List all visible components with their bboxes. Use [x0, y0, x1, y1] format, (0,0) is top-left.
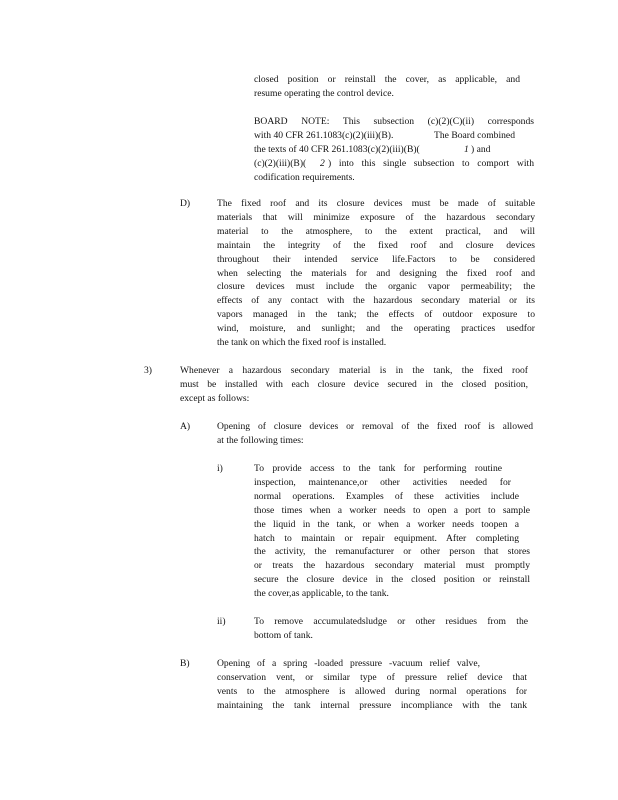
board-note	[254, 115, 534, 185]
section-3-text	[180, 364, 528, 406]
text-line: those times when a worker needs to open a port to sample	[254, 504, 530, 516]
subitem-i-text	[254, 462, 530, 601]
continuation-paragraph	[254, 73, 520, 101]
text-line: the activity, the remanufacturer or other person that stores	[254, 546, 530, 558]
text-line: To remove accumulatedsludge or other residues from the	[254, 616, 528, 627]
text-line	[254, 129, 534, 143]
text-line: resume operating the control device.	[254, 87, 394, 99]
text-line: closed position or reinstall the cover, as applicable, and	[254, 74, 520, 85]
text-line: inspection, maintenance,or other activities needed for	[254, 476, 511, 488]
item-d-text	[217, 197, 535, 350]
paragraph-number: 1	[464, 143, 469, 155]
text-line: BOARD NOTE: This subsection (c)(2)(C)(ii) corresponds	[254, 116, 534, 127]
text-line: closure devices must include the organic vapor permeability; the	[217, 281, 535, 293]
text-line: effects of any contact with the hazardous secondary material or its	[217, 295, 535, 307]
text-line: conservation vent, or similar type of pressure relief device that	[217, 671, 527, 683]
text-line: when selecting the materials for and designing the fixed roof and	[217, 267, 535, 279]
item-a-text	[217, 420, 533, 448]
subitem-label-ii: ii)	[217, 616, 226, 627]
text-segment: ) and	[471, 143, 491, 155]
item-label-d: D)	[180, 198, 191, 209]
text-line: maintaining the tank internal pressure incompliance with the tank	[217, 699, 527, 711]
text-line: or treats the hazardous secondary material must promptly	[254, 560, 530, 572]
text-line: the tank on which the fixed roof is installed.	[217, 337, 387, 349]
item-b-text	[217, 657, 527, 713]
text-line: hatch to maintain or repair equipment. After completing	[254, 532, 519, 544]
text-line	[254, 143, 534, 157]
text-line	[254, 157, 534, 171]
text-line: at the following times:	[217, 434, 304, 446]
text-line: Opening of a spring -loaded pressure -vacuum relief valve,	[217, 658, 480, 669]
paragraph-number: 2	[320, 157, 325, 169]
text-line: wind, moisture, and sunlight; and the operating practices usedfor	[217, 323, 535, 335]
subitem-label-i: i)	[217, 463, 223, 474]
subitem-ii-text	[254, 615, 528, 643]
text-segment: ) into this single subsection to comport with	[328, 157, 534, 169]
text-line: material to the atmosphere, to the extent practical, and will	[217, 225, 535, 237]
text-line: bottom of tank.	[254, 629, 313, 641]
text-line: maintain the integrity of the fixed roof and closure devices	[217, 239, 535, 251]
text-segment: (c)(2)(iii)(B)(	[254, 157, 307, 169]
text-line: The fixed roof and its closure devices must be made of suitable	[217, 198, 535, 209]
item-label-b: B)	[180, 658, 190, 669]
text-line: normal operations. Examples of these activities include	[254, 490, 519, 502]
text-line: Opening of closure devices or removal of the fixed roof is allowed	[217, 421, 533, 432]
item-label-a: A)	[180, 421, 191, 432]
section-label-3: 3)	[144, 365, 152, 376]
text-line: vents to the atmosphere is allowed during normal operations for	[217, 685, 527, 697]
text-line: materials that will minimize exposure of the hazardous secondary	[217, 211, 535, 223]
text-line: throughout their intended service life.Factors to be considered	[217, 253, 535, 265]
text-line: Whenever a hazardous secondary material is in the tank, the fixed roof	[180, 365, 528, 376]
text-line: must be installed with each closure device secured in the closed position,	[180, 378, 528, 390]
text-segment: The Board combined	[434, 129, 515, 141]
text-line: the liquid in the tank, or when a worker needs toopen a	[254, 518, 519, 530]
text-segment: with 40 CFR 261.1083(c)(2)(iii)(B).	[254, 129, 394, 141]
text-line: To provide access to the tank for performing routine	[254, 463, 502, 474]
text-line: the cover,as applicable, to the tank.	[254, 588, 389, 600]
text-line: except as follows:	[180, 392, 250, 404]
text-line: secure the closure device in the closed position or reinstall	[254, 574, 530, 586]
text-line: vapors managed in the tank; the effects of outdoor exposure to	[217, 309, 535, 321]
text-segment: the texts of 40 CFR 261.1083(c)(2)(iii)(B)(	[254, 143, 420, 155]
text-line: codification requirements.	[254, 171, 355, 183]
